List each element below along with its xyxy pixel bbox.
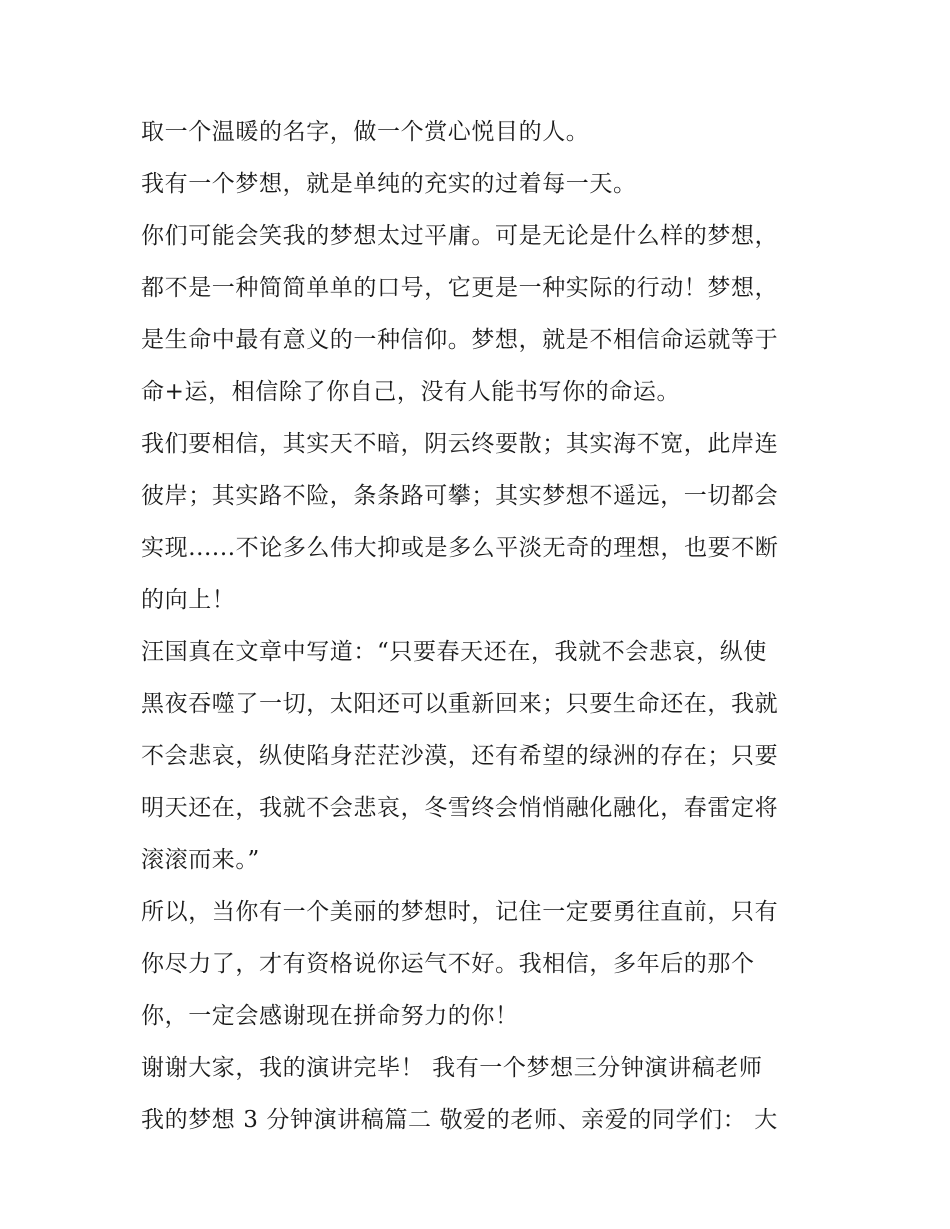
text-line-13: 不会悲哀，纵使陷身茫茫沙漠，还有希望的绿洲的存在；只要: [141, 743, 779, 769]
text-line-5: 是生命中最有意义的一种信仰。梦想，就是不相信命运就等于: [141, 327, 779, 353]
text-line-1: 取一个温暖的名字，做一个赏心悦目的人。: [141, 119, 590, 145]
speech-text-body: [141, 106, 821, 1146]
text-line-10: 的向上！: [141, 587, 236, 613]
text-line-6: 命+运，相信除了你自己，没有人能书写你的命运。: [141, 379, 681, 405]
text-line-20: 我的梦想 3 分钟演讲稿篇二 敬爱的老师、亲爱的同学们： 大: [141, 1107, 778, 1133]
text-line-15: 滚滚而来。”: [141, 847, 260, 873]
text-line-11: 汪国真在文章中写道：“只要春天还在，我就不会悲哀，纵使: [141, 639, 767, 665]
text-line-17: 你尽力了，才有资格说你运气不好。我相信，多年后的那个: [141, 951, 755, 977]
text-line-18: 你，一定会感谢现在拼命努力的你！: [141, 1003, 519, 1029]
text-line-7: 我们要相信，其实天不暗，阴云终要散；其实海不宽，此岸连: [141, 431, 779, 457]
text-line-4: 都不是一种简简单单的口号，它更是一种实际的行动！梦想，: [141, 275, 779, 301]
text-line-16: 所以，当你有一个美丽的梦想时，记住一定要勇往直前，只有: [141, 899, 779, 925]
text-line-14: 明天还在，我就不会悲哀，冬雪终会悄悄融化融化，春雷定将: [141, 795, 779, 821]
text-line-2: 我有一个梦想，就是单纯的充实的过着每一天。: [141, 171, 637, 197]
text-line-3: 你们可能会笑我的梦想太过平庸。可是无论是什么样的梦想，: [141, 223, 779, 249]
text-line-9: 实现......不论多么伟大抑或是多么平淡无奇的理想，也要不断: [141, 535, 779, 561]
text-line-12: 黑夜吞噬了一切，太阳还可以重新回来；只要生命还在，我就: [141, 691, 779, 717]
text-line-19: 谢谢大家，我的演讲完毕！ 我有一个梦想三分钟演讲稿老师: [141, 1055, 763, 1081]
text-line-8: 彼岸；其实路不险，条条路可攀；其实梦想不遥远，一切都会: [141, 483, 779, 509]
